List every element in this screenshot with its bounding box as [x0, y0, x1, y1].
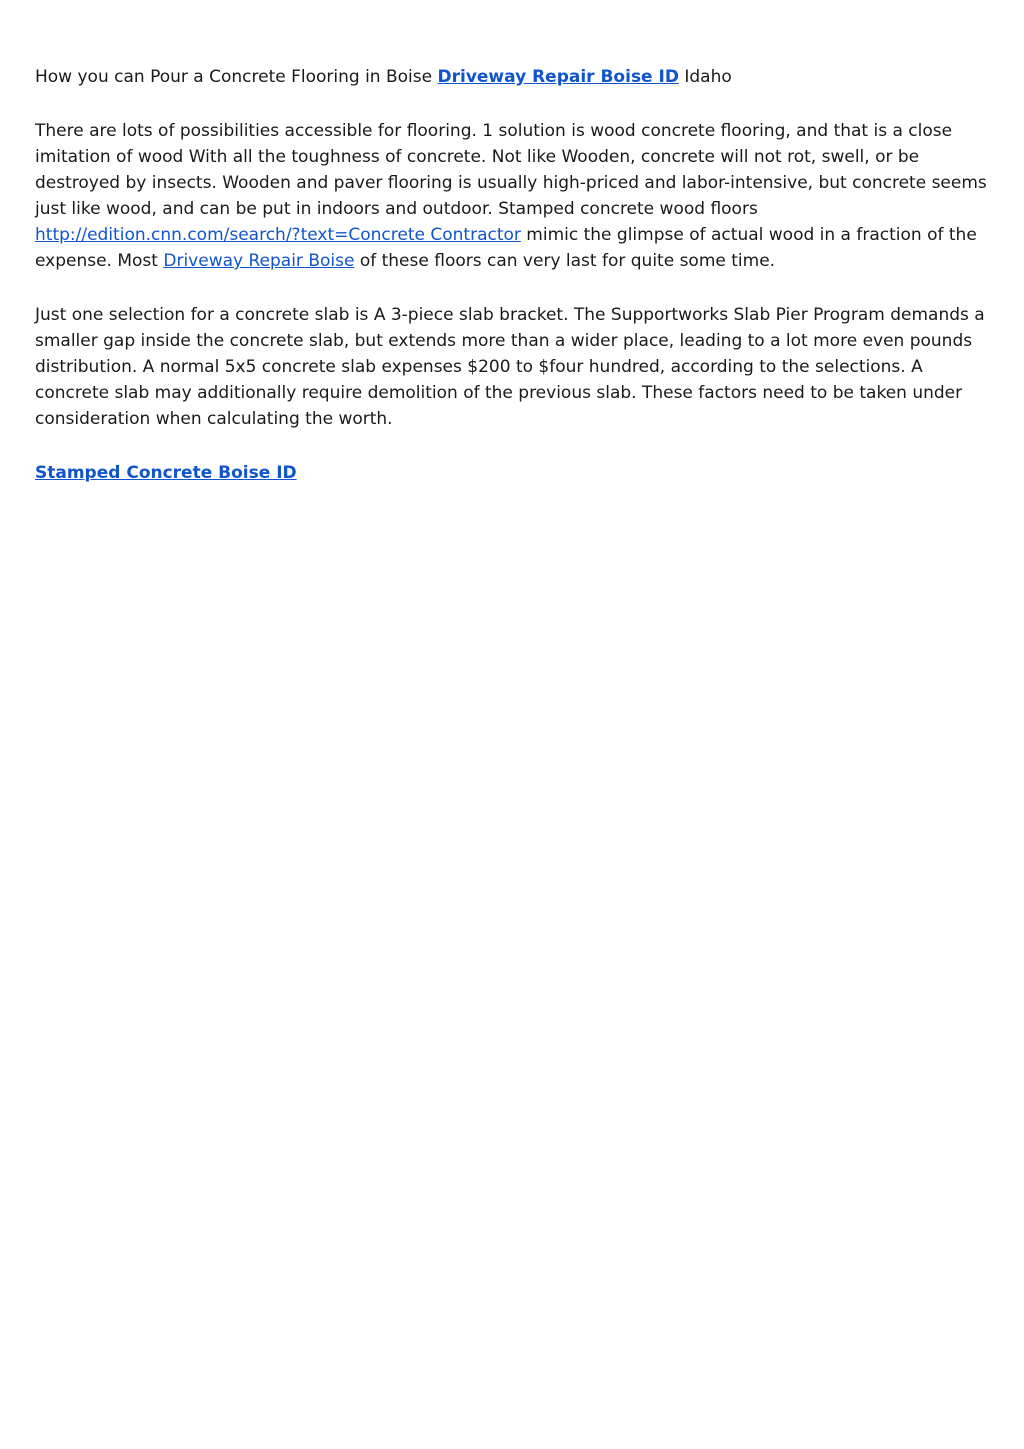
paragraph-flooring [35, 118, 995, 274]
paragraph-flooring-text-1: There are lots of possibilities accessible for flooring. 1 solution is wood concrete flooring, and that is a close imitation of wood With all the toughness of concrete. Not like Wooden, concrete will not rot, swell, or be destroyed by insects. Wooden and paver flooring is usually high-priced and labor-intensive, but concrete seems just like wood, and can be put in indoors and outdoor. Stamped concrete wood floors [35, 121, 987, 219]
title-line [35, 64, 995, 90]
paragraph-slab [35, 302, 995, 432]
title-text-before: How you can Pour a Concrete Flooring in Boise [35, 67, 438, 87]
paragraph-slab-text: Just one selection for a concrete slab is A 3-piece slab bracket. The Supportworks Slab Pier Program demands a smaller gap inside the concrete slab, but extends more than a wider place, leading to a lot more even pounds distribution. A normal 5x5 concrete slab expenses $200 to $four hundred, according to the selections. A concrete slab may additionally require demolition of the previous slab. These factors need to be taken under consideration when calculating the worth. [35, 305, 985, 429]
paragraph-flooring-text-3: of these floors can very last for quite some time. [354, 251, 776, 271]
driveway-repair-boise-link[interactable]: Driveway Repair Boise [163, 251, 355, 271]
paragraph-flooring-text-2: mimic the glimpse of actual wood in a fraction of the expense. Most [35, 225, 977, 271]
stamped-concrete-boise-id-link[interactable]: Stamped Concrete Boise ID [35, 463, 297, 483]
driveway-repair-boise-id-link[interactable]: Driveway Repair Boise ID [437, 67, 679, 87]
cnn-search-link[interactable]: http://edition.cnn.com/search/?text=Concrete Contractor [35, 225, 521, 245]
footer-link-line [35, 460, 995, 486]
title-text-after: Idaho [678, 67, 732, 87]
document-page [35, 64, 995, 514]
